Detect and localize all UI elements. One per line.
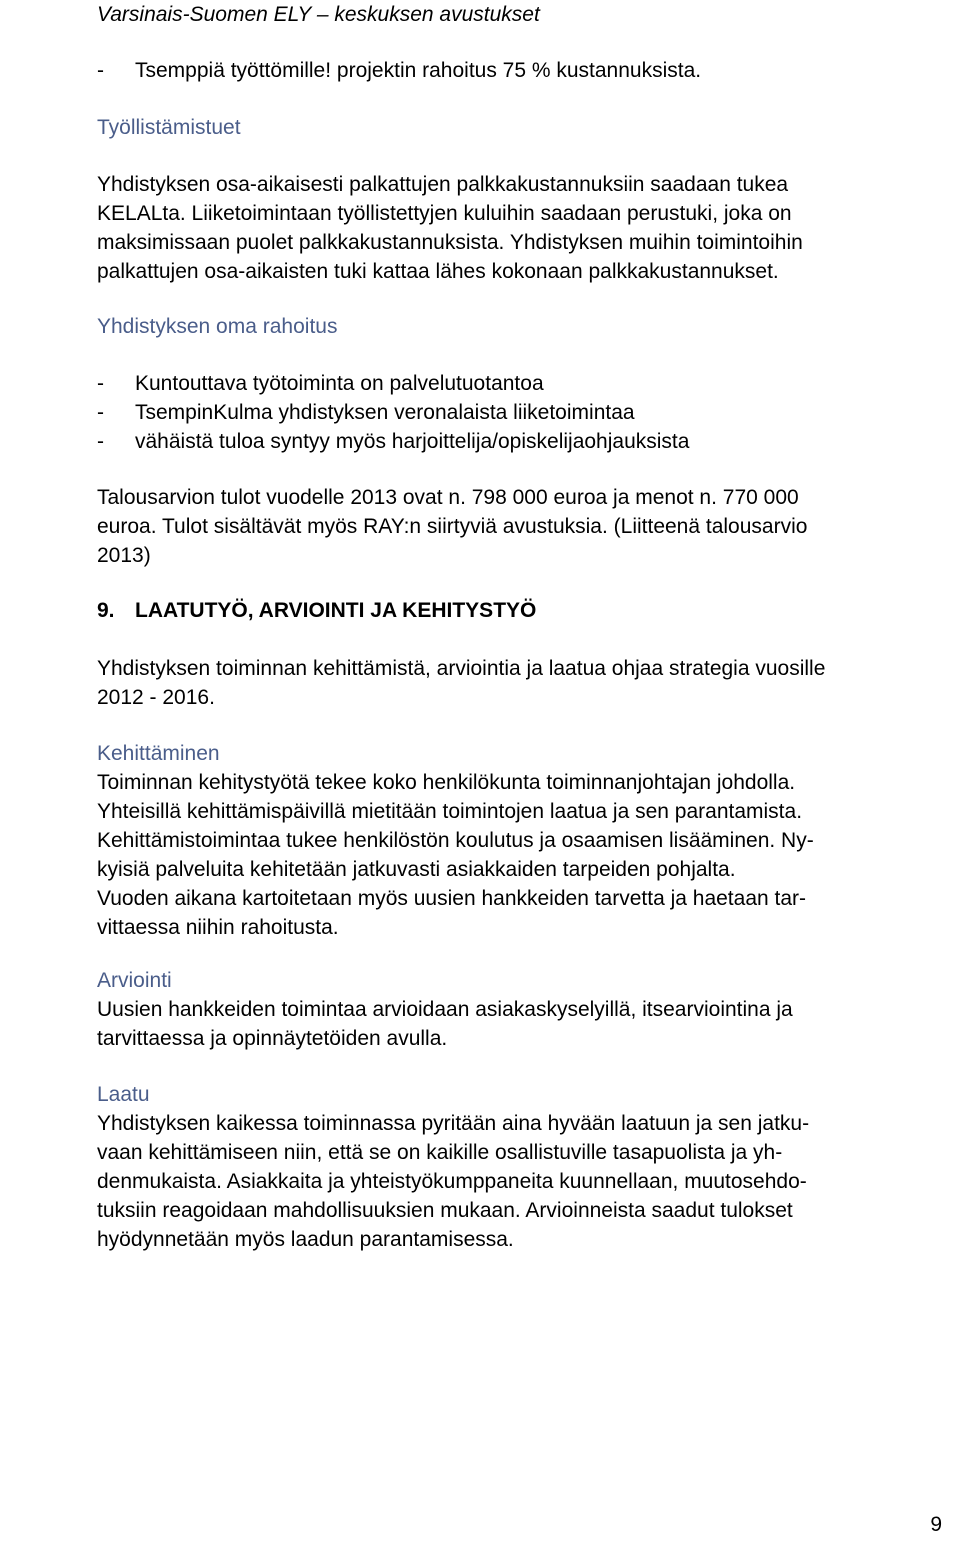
employment-support-heading: Työllistämistuet <box>97 116 241 139</box>
own-funding-bullet-list <box>97 369 942 456</box>
paragraph-line: Yhdistyksen kaikessa toiminnassa pyritään aina hyvään laatuun ja sen jatku- <box>97 1112 810 1135</box>
list-item <box>97 398 942 427</box>
bullet-dash: - <box>97 401 104 424</box>
section-9-intro <box>97 654 942 712</box>
paragraph-line: denmukaista. Asiakkaita ja yhteistyökumppaneita kuunnellaan, muutosehdo- <box>97 1170 807 1193</box>
employment-support-heading-block <box>97 113 942 142</box>
list-item <box>97 369 942 398</box>
bullet-text: Kuntouttava työtoiminta on palvelutuotantoa <box>135 372 544 395</box>
bullet-dash: - <box>97 59 104 82</box>
paragraph-line: Talousarvion tulot vuodelle 2013 ovat n. 798 000 euroa ja menot n. 770 000 <box>97 486 799 509</box>
development-section <box>97 739 942 942</box>
quality-heading: Laatu <box>97 1083 150 1106</box>
paragraph-line: maksimissaan puolet palkkakustannuksista. Yhdistyksen muihin toimintoihin <box>97 231 803 254</box>
list-item <box>97 56 942 85</box>
section-9-heading <box>97 596 536 625</box>
paragraph-line: Yhdistyksen toiminnan kehittämistä, arviointia ja laatua ohjaa strategia vuosille <box>97 657 826 680</box>
own-funding-heading: Yhdistyksen oma rahoitus <box>97 315 338 338</box>
paragraph-line: Kehittämistoimintaa tukee henkilöstön koulutus ja osaamisen lisääminen. Ny- <box>97 829 814 852</box>
section-number: 9. <box>97 599 115 622</box>
paragraph-line: 2013) <box>97 544 151 567</box>
paragraph-line: Vuoden aikana kartoitetaan myös uusien hankkeiden tarvetta ja haetaan tar- <box>97 887 807 910</box>
paragraph-line: KELALta. Liiketoimintaan työllistettyjen kuluihin saadaan perustuki, joka on <box>97 202 792 225</box>
bullet-text: Tsemppiä työttömille! projektin rahoitus 75 % kustannuksista. <box>135 59 702 82</box>
paragraph-line: hyödynnetään myös laadun parantamisessa. <box>97 1228 514 1251</box>
paragraph-line: Uusien hankkeiden toimintaa arvioidaan asiakaskyselyillä, itsearviointina ja <box>97 998 793 1021</box>
paragraph-line: tuksiin reagoidaan mahdollisuuksien mukaan. Arvioinneista saadut tulokset <box>97 1199 793 1222</box>
ely-bullet-list <box>97 56 942 85</box>
bullet-text: vähäistä tuloa syntyy myös harjoittelija/opiskelijaohjauksista <box>135 430 690 453</box>
ely-heading-block <box>97 0 942 29</box>
quality-section <box>97 1080 942 1254</box>
paragraph-line: vittaessa niihin rahoitusta. <box>97 916 339 939</box>
list-item <box>97 427 942 456</box>
budget-paragraph <box>97 483 942 570</box>
employment-support-paragraph <box>97 170 942 286</box>
evaluation-section <box>97 966 942 1053</box>
paragraph-line: euroa. Tulot sisältävät myös RAY:n siirtyviä avustuksia. (Liitteenä talousarvio <box>97 515 808 538</box>
paragraph-line: palkattujen osa-aikaisten tuki kattaa lähes kokonaan palkkakustannukset. <box>97 260 779 283</box>
paragraph-line: Yhdistyksen osa-aikaisesti palkattujen palkkakustannuksiin saadaan tukea <box>97 173 789 196</box>
page-number: 9 <box>930 1513 942 1536</box>
evaluation-heading: Arviointi <box>97 969 172 992</box>
paragraph-line: kyisiä palveluita kehitetään jatkuvasti asiakkaiden tarpeiden pohjalta. <box>97 858 736 881</box>
ely-heading: Varsinais-Suomen ELY – keskuksen avustukset <box>97 3 540 26</box>
own-funding-heading-block <box>97 312 942 341</box>
bullet-dash: - <box>97 372 104 395</box>
paragraph-line: tarvittaessa ja opinnäytetöiden avulla. <box>97 1027 448 1050</box>
paragraph-line: 2012 - 2016. <box>97 686 215 709</box>
bullet-dash: - <box>97 430 104 453</box>
development-heading: Kehittäminen <box>97 742 220 765</box>
section-title: LAATUTYÖ, ARVIOINTI JA KEHITYSTYÖ <box>135 599 537 622</box>
paragraph-line: Yhteisillä kehittämispäivillä mietitään toimintojen laatua ja sen parantamista. <box>97 800 803 823</box>
bullet-text: TsempinKulma yhdistyksen veronalaista liiketoimintaa <box>135 401 635 424</box>
paragraph-line: vaan kehittämiseen niin, että se on kaikille osallistuville tasapuolista ja yh- <box>97 1141 783 1164</box>
paragraph-line: Toiminnan kehitystyötä tekee koko henkilökunta toiminnanjohtajan johdolla. <box>97 771 796 794</box>
